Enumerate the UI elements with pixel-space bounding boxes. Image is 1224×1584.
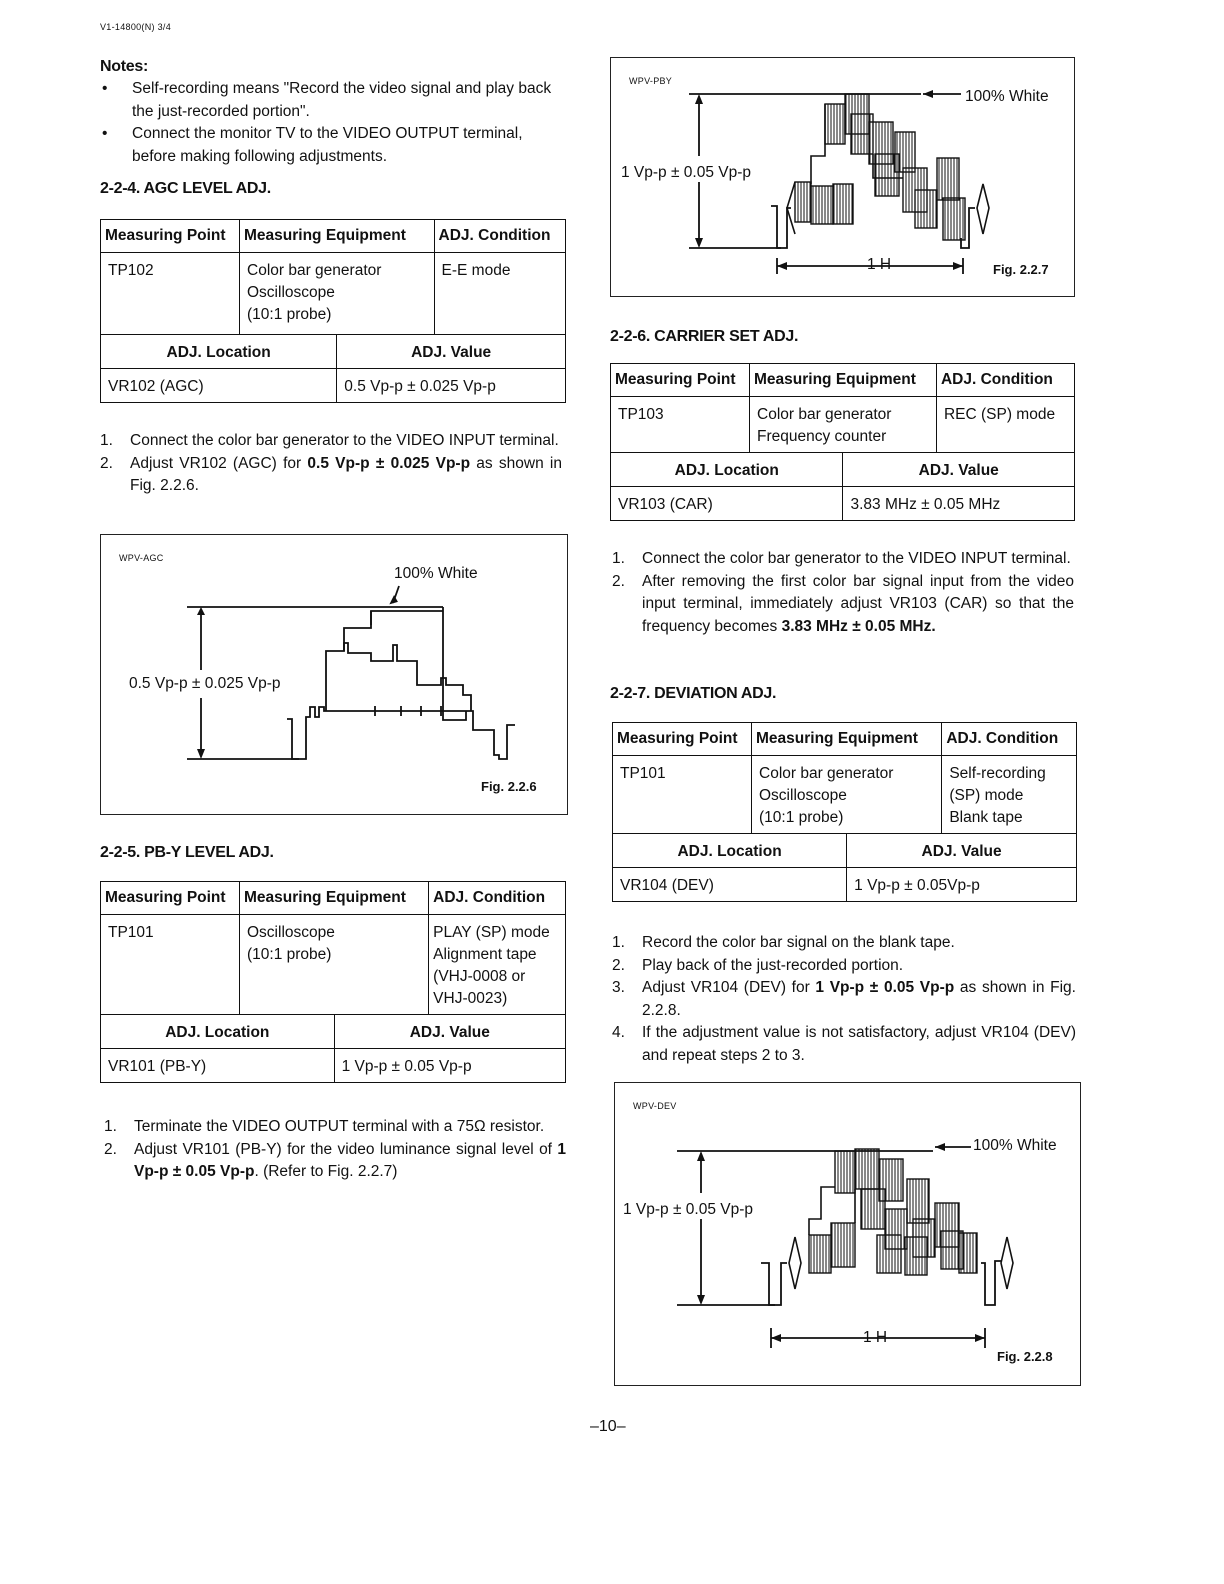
step-text: Record the color bar signal on the blank tape. (642, 934, 955, 951)
carrier-section-title: 2-2-6. CARRIER SET ADJ. (610, 328, 799, 345)
step-text: Terminate the VIDEO OUTPUT terminal with a 75Ω resistor. (134, 1118, 545, 1135)
agc-spec-table (100, 219, 566, 403)
carrier-steps (612, 548, 1074, 638)
notes-title: Notes: (100, 58, 148, 75)
step-item (100, 430, 562, 453)
step-text: Adjust VR102 (AGC) for (130, 454, 308, 472)
white-level-label: 100% White (394, 565, 478, 582)
condition-line: Self-recording (949, 765, 1046, 782)
fig-label: WPV-PBY (629, 76, 673, 86)
deviation-spec-table (612, 722, 1077, 902)
condition-line: (VHJ-0008 or (433, 968, 526, 985)
dev-waveform (615, 1083, 1080, 1385)
step-text: 1 Vp-p ± 0.05 Vp-p (134, 1140, 566, 1180)
adj-value-value: 3.83 MHz ± 0.05 MHz (843, 487, 1075, 521)
condition-line: PLAY (SP) mode (433, 924, 550, 941)
adj-location-value: VR101 (PB-Y) (101, 1049, 335, 1083)
figure-caption: Fig. 2.2.8 (997, 1349, 1053, 1364)
page-number: –10– (590, 1418, 626, 1435)
header-adj-location: ADJ. Location (101, 335, 337, 369)
step-item (612, 977, 1076, 1022)
equipment-line: (10:1 probe) (759, 809, 844, 826)
header-adj-value: ADJ. Value (337, 335, 566, 369)
step-item (612, 955, 1076, 978)
step-text: Adjust VR104 (DEV) for (642, 979, 816, 996)
measuring-equipment-value (240, 915, 429, 1015)
adj-value-value: 1 Vp-p ± 0.05 Vp-p (334, 1049, 565, 1083)
step-text: as shown in Fig. 2.2.8. (642, 979, 1076, 1019)
step-text: 0.5 Vp-p ± 0.025 Vp-p (307, 454, 471, 472)
step-item (612, 1022, 1076, 1067)
adj-location-value: VR102 (AGC) (101, 369, 337, 403)
step-text: 1 Vp-p ± 0.05 Vp-p (815, 979, 955, 996)
step-number: 2. (100, 454, 113, 472)
header-adj-location: ADJ. Location (101, 1015, 335, 1049)
deviation-section-title: 2-2-7. DEVIATION ADJ. (610, 685, 777, 702)
fig-label: WPV-DEV (633, 1101, 677, 1111)
step-number: 2. (104, 1140, 117, 1158)
header-measuring-point: Measuring Point (101, 882, 240, 915)
step-text: Adjust VR101 (PB-Y) for the video luminance signal level of (134, 1140, 558, 1158)
pby-waveform (611, 58, 1074, 296)
amplitude-label: 0.5 Vp-p ± 0.025 Vp-p (129, 673, 281, 696)
step-item (104, 1139, 566, 1184)
equipment-line: Oscilloscope (759, 787, 847, 804)
step-item (100, 453, 562, 498)
header-adj-condition: ADJ. Condition (434, 220, 565, 253)
equipment-line: (10:1 probe) (247, 306, 332, 323)
step-text: Play back of the just-recorded portion. (642, 956, 904, 974)
step-text: Connect the color bar generator to the VIDEO INPUT terminal. (130, 432, 559, 449)
step-text: After removing the first color bar signal input from the video input terminal, immediately adjust VR103 (CAR) so that the frequency becomes (642, 572, 1074, 635)
measuring-point-value: TP101 (613, 756, 752, 834)
header-measuring-point: Measuring Point (613, 723, 752, 756)
condition-line: Blank tape (949, 809, 1023, 826)
white-level-label: 100% White (973, 1137, 1057, 1154)
step-item (612, 571, 1074, 639)
step-number: 2. (612, 572, 625, 590)
header-adj-location: ADJ. Location (613, 834, 847, 868)
measuring-equipment-value (750, 397, 937, 453)
measuring-point-value: TP103 (611, 397, 750, 453)
adj-condition-value (429, 915, 566, 1015)
equipment-line: Oscilloscope (247, 284, 335, 301)
measuring-point-value: TP101 (101, 915, 240, 1015)
deviation-steps (612, 932, 1076, 1067)
period-label: 1 H (863, 254, 895, 277)
header-measuring-equipment: Measuring Equipment (240, 220, 435, 253)
step-number: 1. (612, 934, 625, 951)
adj-condition-value: REC (SP) mode (936, 397, 1074, 453)
note-item: • Connect the monitor TV to the VIDEO OUTPUT terminal, before making following adjustments. (100, 123, 566, 168)
amplitude-label: 1 Vp-p ± 0.05 Vp-p (621, 162, 751, 185)
figure-caption: Fig. 2.2.6 (481, 779, 537, 794)
step-text: . (Refer to Fig. 2.2.7) (254, 1163, 398, 1180)
step-number: 4. (612, 1024, 625, 1041)
amplitude-label: 1 Vp-p ± 0.05 Vp-p (623, 1199, 753, 1222)
adj-value-value: 1 Vp-p ± 0.05Vp-p (847, 868, 1077, 902)
carrier-spec-table (610, 363, 1075, 521)
equipment-line: Color bar generator (757, 406, 892, 423)
step-text: If the adjustment value is not satisfactory, adjust VR104 (DEV) and repeat steps 2 to 3. (642, 1024, 1076, 1064)
agc-steps (100, 430, 562, 498)
equipment-line: Oscilloscope (247, 924, 335, 941)
step-item (104, 1116, 566, 1139)
condition-line: (SP) mode (949, 787, 1024, 804)
measuring-equipment-value (752, 756, 942, 834)
white-level-label: 100% White (965, 88, 1049, 105)
step-number: 1. (104, 1118, 117, 1135)
condition-line: VHJ-0023) (433, 990, 508, 1007)
step-text: Connect the color bar generator to the VIDEO INPUT terminal. (642, 550, 1071, 567)
pby-steps (104, 1116, 566, 1184)
header-adj-value: ADJ. Value (334, 1015, 565, 1049)
document-code: V1-14800(N) 3/4 (100, 22, 172, 32)
header-adj-location: ADJ. Location (611, 453, 843, 487)
step-text: 3.83 MHz ± 0.05 MHz. (781, 617, 936, 635)
fig-label: WPV-AGC (119, 553, 164, 563)
header-adj-condition: ADJ. Condition (936, 364, 1074, 397)
pby-spec-table (100, 881, 566, 1083)
figure-caption: Fig. 2.2.7 (993, 262, 1049, 277)
agc-section-title: 2-2-4. AGC LEVEL ADJ. (100, 180, 271, 197)
pby-section-title: 2-2-5. PB-Y LEVEL ADJ. (100, 844, 274, 861)
fig-2-2-8 (614, 1082, 1081, 1386)
header-adj-value: ADJ. Value (847, 834, 1077, 868)
adj-value-value: 0.5 Vp-p ± 0.025 Vp-p (337, 369, 566, 403)
adj-condition-value (942, 756, 1077, 834)
header-measuring-point: Measuring Point (611, 364, 750, 397)
adj-location-value: VR104 (DEV) (613, 868, 847, 902)
header-measuring-equipment: Measuring Equipment (752, 723, 942, 756)
measuring-point-value: TP102 (101, 253, 240, 335)
equipment-line: Color bar generator (759, 765, 894, 782)
step-item (612, 548, 1074, 571)
equipment-line: Frequency counter (757, 428, 887, 445)
condition-line: Alignment tape (433, 946, 537, 963)
header-adj-condition: ADJ. Condition (942, 723, 1077, 756)
period-label: 1 H (859, 1327, 891, 1350)
agc-waveform (101, 535, 567, 814)
step-number: 1. (612, 550, 625, 567)
step-text: as shown in Fig. 2.2.6. (130, 454, 562, 494)
adj-condition-value: E-E mode (434, 253, 565, 335)
notes-list (100, 78, 566, 168)
header-measuring-equipment: Measuring Equipment (240, 882, 429, 915)
step-number: 3. (612, 979, 625, 996)
header-measuring-equipment: Measuring Equipment (750, 364, 937, 397)
step-number: 2. (612, 956, 625, 974)
fig-2-2-7 (610, 57, 1075, 297)
header-measuring-point: Measuring Point (101, 220, 240, 253)
note-item: • Self-recording means "Record the video signal and play back the just-recorded portion". (100, 78, 566, 123)
equipment-line: (10:1 probe) (247, 946, 332, 963)
step-number: 1. (100, 432, 113, 449)
header-adj-value: ADJ. Value (843, 453, 1075, 487)
step-item (612, 932, 1076, 955)
fig-2-2-6 (100, 534, 568, 815)
header-adj-condition: ADJ. Condition (429, 882, 566, 915)
adj-location-value: VR103 (CAR) (611, 487, 843, 521)
measuring-equipment-value (240, 253, 435, 335)
equipment-line: Color bar generator (247, 262, 382, 279)
